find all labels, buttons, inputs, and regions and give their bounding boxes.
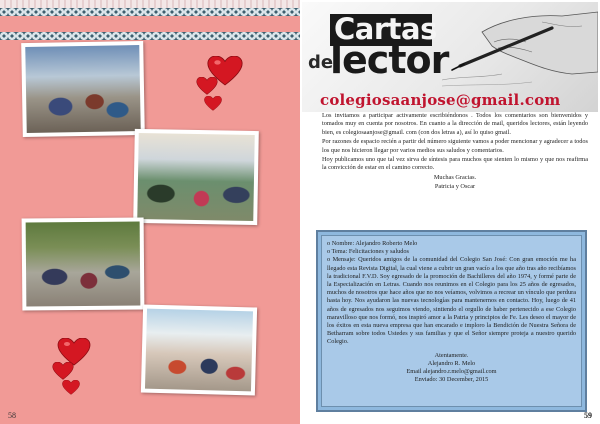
page-number-left: 58 (8, 411, 16, 420)
event-photo-4 (141, 305, 257, 396)
event-photo-1 (21, 41, 145, 137)
heart-icon (196, 77, 218, 95)
page-number-right: 59 (584, 411, 592, 420)
lace-band-1 (0, 8, 300, 16)
reader-letter (321, 235, 582, 407)
letter-sender: Alejandro R. Melo (427, 359, 476, 367)
section-title-small: del (308, 52, 340, 73)
intro-text (322, 112, 588, 193)
section-title-top: Cartas (334, 12, 437, 46)
letter-sent-date: Enviado: 30 December, 2015 (414, 376, 489, 384)
letter-name: o Nombre: Alejandro Roberto Melo (327, 240, 418, 247)
writing-hand-illustration (442, 2, 598, 92)
letter-subject: o Tema: Felicitaciones y saludos (327, 248, 409, 256)
heart-icon (204, 96, 222, 111)
contact-email-banner: colegiosaanjose@gmail.com (320, 91, 561, 109)
heart-icon (62, 380, 80, 395)
lace-band-2 (0, 32, 300, 40)
intro-signature: Patricia y Oscar (434, 183, 476, 191)
letter-signoff: Atentamente. (434, 351, 469, 359)
event-photo-3 (22, 217, 145, 310)
intro-closing: Muchas Gracias. (433, 173, 477, 181)
event-photo-2 (133, 129, 259, 225)
intro-paragraph-3: Hoy publicamos uno que tal vez sirva de síntesis para muchos que sienten lo mismo y que nos reafirma la convicción de estar en el camino correcto. (322, 156, 588, 172)
letter-sender-email: Email alejandro.r.melo@gmail.com (406, 368, 497, 376)
intro-paragraph-2: Por razones de espacio recién a partir del número siguiente vamos a poder mencionar y agradecer a todos los que nos hicieron llegar por varios medios sus saludos y comentarios. (322, 138, 588, 154)
section-title-bottom: lector (330, 38, 449, 82)
heart-icon (52, 362, 74, 380)
intro-paragraph-1: Los invitamos a participar activamente escribiéndonos . Todos los comentarios son bienvenidos y tomados muy en cuenta por nosotros. En cuanto a la dirección de mail, queridos lectores, están leyendo bien, es colegiosaanjose@gmail. com (con dos letras a), así lo quiso gmail. (322, 112, 588, 136)
letter-message: o Mensaje: Queridos amigos de la comunidad del Colegio San José: Con gran emoción me ha llegado esta Revista Digital, la cual viene a cubrir un gran vacío a los que año tras año recibíamos la tradicional F.V.D. Soy egresado de la promoción de Bachilleres del año 1974, y formé parte de la Especialización en Letras. Cuando nos reunimos en el Colegio para los 25 años de egresados, muchos de nosotros que hace años que no nos veíamos, volvimos a recrear un vínculo que perdura hasta hoy. Nos ayudaron las nuevas tecnologías para mantenernos en contacto. Hoy, luego de 41 años de egresados nos seguimos viendo, sintiendo el orgullo de haber pertenecido a ese Colegio maravilloso que nos formó, nos inspiró amor a la Patria y principios de Fe. Les deseo el mayor de los éxitos en esta nueva empresa que han encarado e imploro la Bendición de Nuestra Señora de Betharram sobre todos Ustedes y sus familias y que el Señor siempre proteja a nuestro querido Colegio. (327, 256, 576, 346)
reader-letter-box (316, 230, 587, 412)
